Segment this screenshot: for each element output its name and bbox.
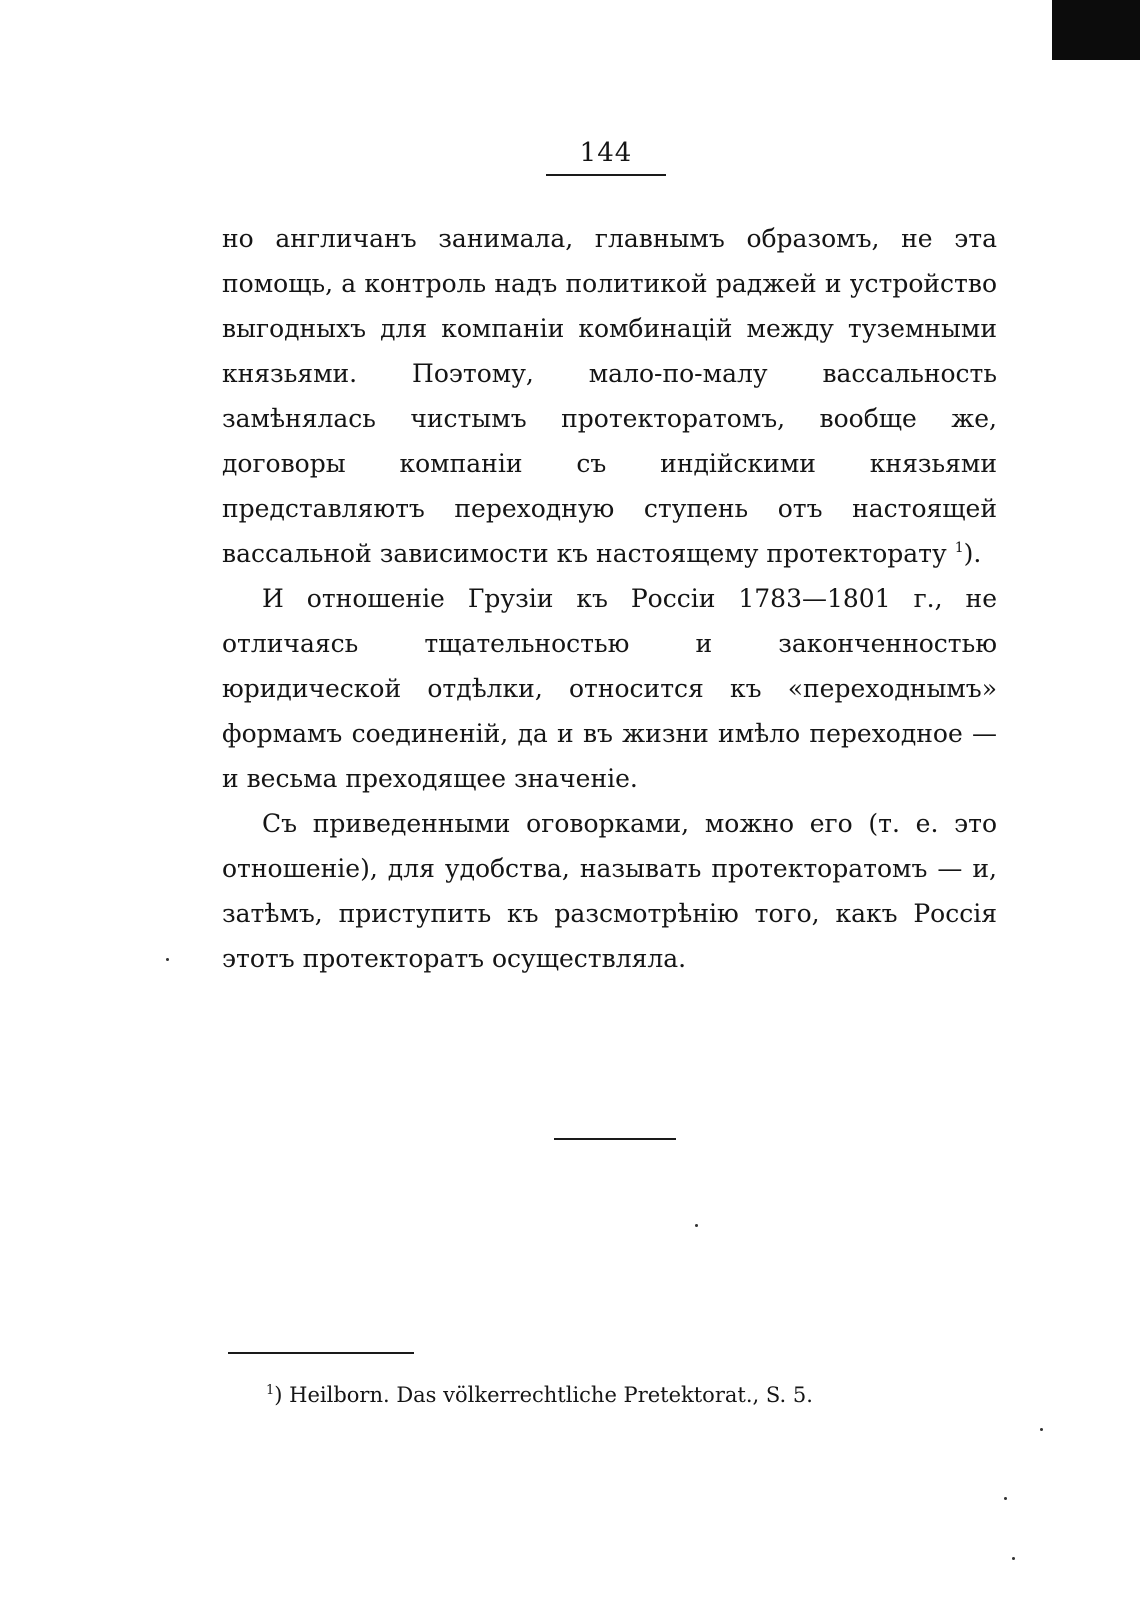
scan-speck <box>1004 1497 1007 1500</box>
section-divider <box>554 1138 676 1140</box>
scan-speck <box>695 1224 698 1227</box>
paragraph-1-close: ). <box>963 539 982 568</box>
footnote <box>266 1380 966 1410</box>
paragraph-1 <box>222 216 997 576</box>
page-header <box>546 136 666 176</box>
footnote-mark: 1 <box>266 1383 275 1398</box>
body-text <box>222 216 997 981</box>
footnote-reference: 1 <box>954 540 964 556</box>
page-number-rule <box>546 174 666 176</box>
footnote-text: ) Heilborn. Das völkerrechtliche Pretektorat., S. 5. <box>274 1383 813 1407</box>
scan-speck <box>166 958 169 961</box>
scan-speck <box>1012 1557 1015 1560</box>
paragraph-2: И отношеніе Грузіи къ Россіи 1783—1801 г., не отличаясь тщательностью и законченностью юридической отдѣлки, относится къ «переходнымъ» формамъ соединеній, да и въ жизни имѣло переходное — и весьма преходящее значеніе. <box>222 584 997 793</box>
scan-speck <box>1040 1428 1043 1431</box>
paragraph-1-text: но англичанъ занимала, главнымъ образомъ, не эта помощь, а контроль надъ политикой раджей и устройство выгодныхъ для компаніи комбинацій между туземными князьями. Поэтому, мало-по-малу вассальность замѣнялась чистымъ протекторатомъ, вообще же, договоры компаніи съ индійскими князьями представляютъ переходную ступень отъ настоящей вассальной зависимости къ настоящему протекторату <box>222 224 997 568</box>
page-number: 144 <box>579 138 633 168</box>
paragraph-3: Съ приведенными оговорками, можно его (т. е. это отношеніе), для удобства, называть протекторатомъ — и, затѣмъ, приступить къ разсмотрѣнію того, какъ Россія этотъ протекторатъ осуществляла. <box>222 809 997 973</box>
footnote-divider <box>228 1352 414 1354</box>
scan-edge-mark <box>1052 0 1140 60</box>
